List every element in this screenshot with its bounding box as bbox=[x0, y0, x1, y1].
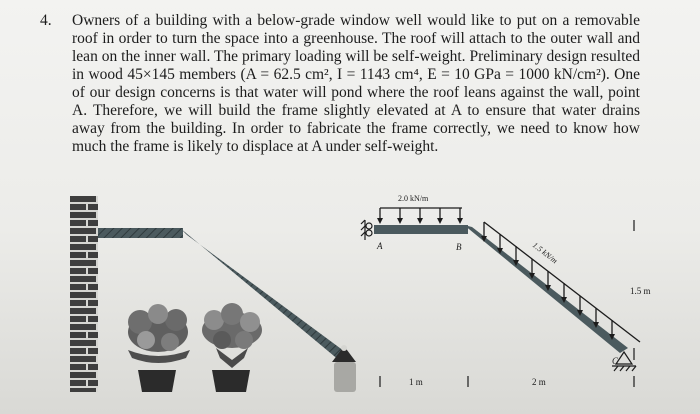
point-a-label: A bbox=[377, 241, 383, 251]
dimension-label-1-5m: 1.5 m bbox=[630, 286, 651, 296]
dimension-label-1m: 1 m bbox=[409, 377, 423, 387]
plant-left bbox=[128, 304, 190, 363]
problem-number: 4. bbox=[40, 12, 52, 29]
roof-illustration-inclined bbox=[180, 228, 348, 361]
distributed-load-horizontal bbox=[377, 208, 463, 224]
brick-wall bbox=[70, 196, 98, 392]
frame-member-bc bbox=[464, 225, 628, 353]
frame-member-ab bbox=[374, 225, 468, 234]
figure-drawing bbox=[0, 180, 700, 414]
dimension-marks bbox=[380, 220, 634, 387]
problem-statement bbox=[40, 12, 640, 156]
pot-right bbox=[212, 370, 250, 392]
dimension-label-2m: 2 m bbox=[532, 377, 546, 387]
point-b-label: B bbox=[456, 242, 462, 252]
load-label-inclined: 1.5 kN/m bbox=[530, 240, 560, 266]
inner-wall-stub bbox=[334, 362, 356, 392]
point-c-label: C bbox=[612, 356, 619, 366]
problem-text: Owners of a building with a below-grade window well would like to put on a removable roof in order to turn the space into a greenhouse. The roof will attach to the outer wall and lean on the inner wall. The primary loading will be self-weight. Preliminary design resulted in wood 45×145 members (A = 62.5 cm², I = 1143 cm⁴, E = 10 GPa = 1000 kN/cm²). One of our design concerns is that water will pond where the roof leans against the wall, point A. Therefore, we will build the frame slightly elevated at A to ensure that water drains away from the building. In order to fabricate the frame correctly, we need to know how much the frame is likely to displace at A under self-weight. bbox=[72, 12, 640, 155]
plant-right bbox=[202, 303, 262, 368]
distributed-load-inclined bbox=[481, 222, 640, 342]
support-a bbox=[361, 220, 372, 240]
roof-illustration-horizontal bbox=[98, 228, 183, 238]
pot-left bbox=[138, 370, 176, 392]
frame-figure bbox=[0, 180, 700, 414]
load-label-horizontal: 2.0 kN/m bbox=[398, 194, 429, 203]
